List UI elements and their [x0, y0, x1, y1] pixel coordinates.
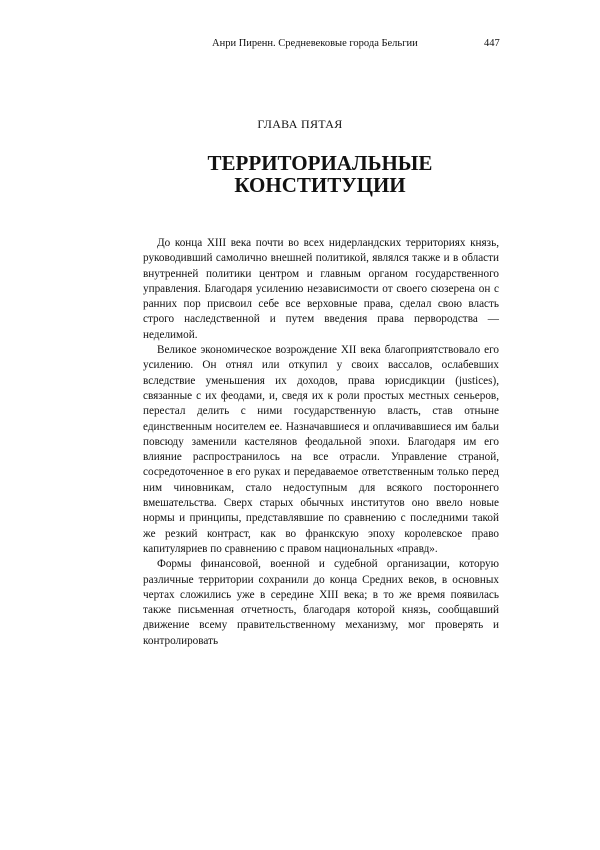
chapter-title — [0, 152, 600, 196]
paragraph-2: Великое экономическое возрождение XII века благоприятствовало его усилению. Он отнял или откупил у своих вассалов, ослабевших вследствие уменьшения их доходов, права юрисдикции (justices), связанные с их феодами, и, сведя их к роли простых местных сеньеров, перестал делить с ними государственную власть, став отныне единственным носителем ее. Назначавшиеся и оплачивавшиеся им бальи повсюду заменили кастелянов феодальной эпохи. Благодаря им его влияние распространилось на все отрасли. Управление страной, сосредоточенное в его руках и передаваемое ответственным только перед ним чиновникам, стало недоступным для всякого постороннего вмешательства. Сверх старых обычных институтов оно ввело новые нормы и принципы, представлявшие по сравнению с последними такой же резкий контраст, как во франкскую эпоху королевское право капитуляриев по сравнению с правом национальных «правд». — [143, 344, 499, 555]
chapter-title-line-1: ТЕРРИТОРИАЛЬНЫЕ — [207, 151, 433, 175]
running-header — [0, 38, 600, 54]
chapter-label: ГЛАВА ПЯТАЯ — [257, 117, 343, 131]
paragraph-3: Формы финансовой, военной и судебной организации, которую различные территории сохранили до конца Средних веков, в основных чертах сложились уже в середине XIII века; в то же время появилась также письменная отчетность, благодаря которой князь, сообщавший движение всему правительственному механизму, мог проверять и контролировать — [143, 558, 499, 647]
paragraph-1: До конца XIII века почти во всех нидерландских территориях князь, руководивший самолично внешней политикой, являлся также и в области внутренней политики центром и главным органом государственного управления. Благодаря усилению независимости от своего сюзерена он с ранних пор присвоил себе все верховные права, сделал свою власть строго наследственной и путем введения права первородства — неделимой. — [143, 237, 499, 341]
running-title: Анри Пиренн. Средневековые города Бельгии — [212, 38, 418, 49]
page-number: 447 — [484, 38, 500, 49]
body-text — [143, 236, 499, 649]
chapter-title-line-2: КОНСТИТУЦИИ — [234, 173, 406, 197]
